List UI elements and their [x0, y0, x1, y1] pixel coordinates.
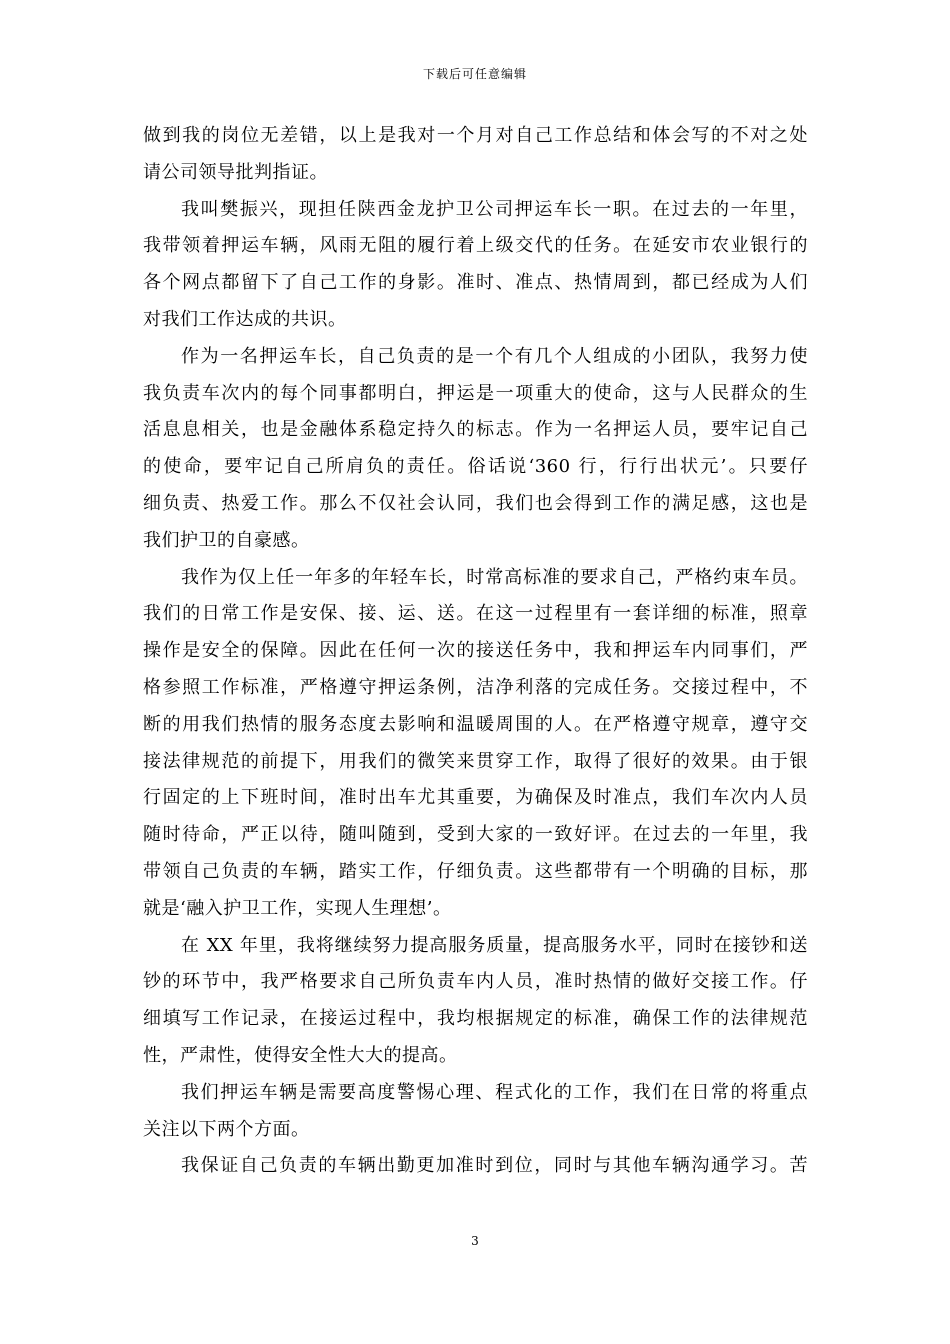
page-number: 3 — [471, 1234, 479, 1248]
text-line: 我保证自己负责的车辆出勤更加准时到位，同时与其他车辆沟通学习。苦 — [181, 1155, 808, 1177]
text-line: 做到我的岗位无差错，以上是我对一个月对自己工作总结和体会写的不对之处 — [143, 125, 808, 146]
text-line: 关注以下两个方面。 — [143, 1118, 310, 1140]
paragraph — [143, 118, 808, 192]
text-line: 我们护卫的自豪感。 — [143, 529, 310, 551]
text-line: 行固定的上下班时间，准时出车尤其重要，为确保及时准点，我们车次内人员 — [143, 787, 808, 809]
text-line: 我叫樊振兴，现担任陕西金龙护卫公司押运车长一职。在过去的一年里， — [181, 198, 808, 220]
text-line: 我带领着押运车辆，风雨无阻的履行着上级交代的任务。在延安市农业银行的 — [143, 235, 808, 257]
text-line: 我负责车次内的每个同事都明白，押运是一项重大的使命，这与人民群众的生 — [143, 382, 808, 404]
text-line: 钞的环节中，我严格要求自己所负责车内人员，准时热情的做好交接工作。仔 — [143, 971, 808, 993]
paragraph — [143, 560, 808, 928]
text-line: 的使命，要牢记自己所肩负的责任。俗话说‘360 行，行行出状元’。只要仔 — [143, 456, 808, 478]
paragraph — [143, 1148, 808, 1185]
text-line: 各个网点都留下了自己工作的身影。准时、准点、热情周到，都已经成为人们 — [143, 272, 808, 294]
document-body — [143, 118, 808, 1185]
text-line: 请公司领导批判指证。 — [143, 161, 328, 183]
text-line: 性，严肃性，使得安全性大大的提高。 — [143, 1044, 458, 1066]
text-line: 随时待命，严正以待，随叫随到，受到大家的一致好评。在过去的一年里，我 — [143, 824, 808, 846]
text-line: 作为一名押运车长，自己负责的是一个有几个人组成的小团队，我努力使 — [181, 345, 808, 367]
text-line: 带领自己负责的车辆，踏实工作，仔细负责。这些都带有一个明确的目标，那 — [143, 860, 808, 882]
text-line: 细填写工作记录，在接运过程中，我均根据规定的标准，确保工作的法律规范 — [143, 1008, 808, 1030]
text-line: 我作为仅上任一年多的年轻车长，时常高标准的要求自己，严格约束车员。 — [181, 566, 808, 588]
text-line: 对我们工作达成的共识。 — [143, 308, 347, 330]
text-line: 在 XX 年里，我将继续努力提高服务质量，提高服务水平，同时在接钞和送 — [181, 934, 808, 956]
text-line: 细负责、热爱工作。那么不仅社会认同，我们也会得到工作的满足感，这也是 — [143, 492, 808, 514]
text-line: 我们押运车辆是需要高度警惕心理、程式化的工作，我们在日常的将重点 — [181, 1081, 808, 1103]
text-line: 断的用我们热情的服务态度去影响和温暖周围的人。在严格遵守规章，遵守交 — [143, 713, 808, 735]
paragraph — [143, 339, 808, 560]
page-header: 下载后可任意编辑 — [422, 67, 527, 81]
text-line: 操作是安全的保障。因此在任何一次的接送任务中，我和押运车内同事们，严 — [143, 640, 808, 662]
text-line: 格参照工作标准，严格遵守押运条例，洁净利落的完成任务。交接过程中，不 — [143, 676, 808, 698]
paragraph — [143, 1075, 808, 1149]
paragraph — [143, 928, 808, 1075]
text-line: 活息息相关，也是金融体系稳定持久的标志。作为一名押运人员，要牢记自己 — [143, 419, 808, 441]
text-line: 我们的日常工作是安保、接、运、送。在这一过程里有一套详细的标准，照章 — [143, 603, 808, 625]
paragraph — [143, 192, 808, 339]
text-line: 就是‘融入护卫工作，实现人生理想’。 — [143, 897, 452, 919]
text-line: 接法律规范的前提下，用我们的微笑来贯穿工作，取得了很好的效果。由于银 — [143, 750, 808, 772]
